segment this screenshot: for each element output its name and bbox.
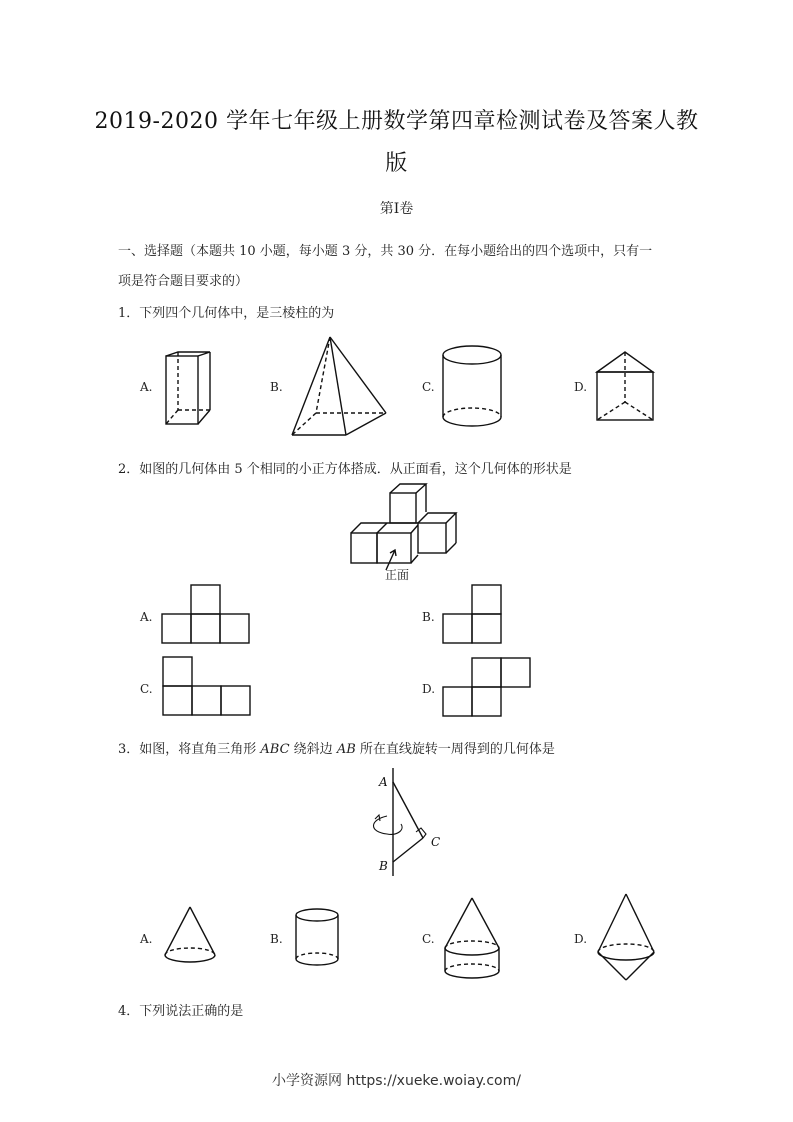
q2-option-d-figure: [443, 658, 535, 720]
q2-front-view-caption: 正面: [385, 568, 410, 582]
q1-cylinder-figure: [440, 345, 506, 430]
q3-text-prefix: 3．如图，将直角三角形: [118, 742, 261, 757]
q2-option-b-figure: [443, 584, 505, 646]
q1-option-c-label: C.: [422, 380, 435, 394]
q1-option-d-label: D.: [574, 380, 588, 394]
q3-option-b-label: B.: [270, 932, 283, 946]
q2-option-b-label: B.: [422, 610, 435, 624]
question-3-text: [118, 738, 555, 757]
q1-option-b-label: B.: [270, 380, 283, 394]
q1-triangular-prism-figure: [595, 350, 657, 425]
q3-option-c-label: C.: [422, 932, 435, 946]
document-title-line2: 版: [385, 151, 408, 176]
footer-watermark: 小学资源网 https://xueke.woiay.com/: [272, 1073, 521, 1089]
question-2-text: 2．如图的几何体由 5 个相同的小正方体搭成．从正面看，这个几何体的形状是: [118, 462, 572, 477]
q3-option-d-label: D.: [574, 932, 588, 946]
q2-cube-stack-figure: [348, 482, 468, 564]
volume-label: 第Ⅰ卷: [379, 201, 414, 217]
section-header-line1: 一、选择题（本题共 10 小题，每小题 3 分，共 30 分．在每小题给出的四个选项中，只有一: [118, 244, 653, 259]
q3-text-suffix: 所在直线旋转一周得到的几何体是: [355, 742, 555, 757]
q2-option-d-label: D.: [422, 682, 436, 696]
q3-cylinder-figure: [292, 905, 342, 967]
q3-label-a: A: [379, 775, 388, 789]
q3-side-ab: AB: [336, 742, 356, 757]
question-4-text: 4．下列说法正确的是: [118, 1004, 244, 1019]
q3-rotation-triangle-figure: [365, 768, 455, 880]
q1-rectangular-prism-figure: [160, 350, 220, 430]
q2-option-a-label: A.: [140, 610, 153, 624]
q3-cone-on-cylinder-figure: [442, 896, 504, 980]
q3-label-b: B: [379, 859, 388, 873]
q2-option-c-figure: [163, 656, 253, 718]
q3-option-a-label: A.: [140, 932, 153, 946]
q3-double-cone-figure: [594, 892, 658, 984]
section-header-line2: 项是符合题目要求的）: [118, 274, 249, 289]
q3-triangle-abc: ABC: [260, 742, 290, 757]
q3-text-mid: 绕斜边: [289, 742, 337, 757]
q1-square-pyramid-figure: [290, 335, 390, 440]
q2-option-c-label: C.: [140, 682, 153, 696]
question-1-text: 1．下列四个几何体中，是三棱柱的为: [118, 306, 335, 321]
q1-option-a-label: A.: [140, 380, 153, 394]
q3-label-c: C: [431, 835, 441, 849]
q3-cone-figure: [162, 905, 218, 967]
q2-option-a-figure: [162, 584, 252, 646]
document-title-line1: 2019-2020 学年七年级上册数学第四章检测试卷及答案人教: [94, 109, 699, 134]
